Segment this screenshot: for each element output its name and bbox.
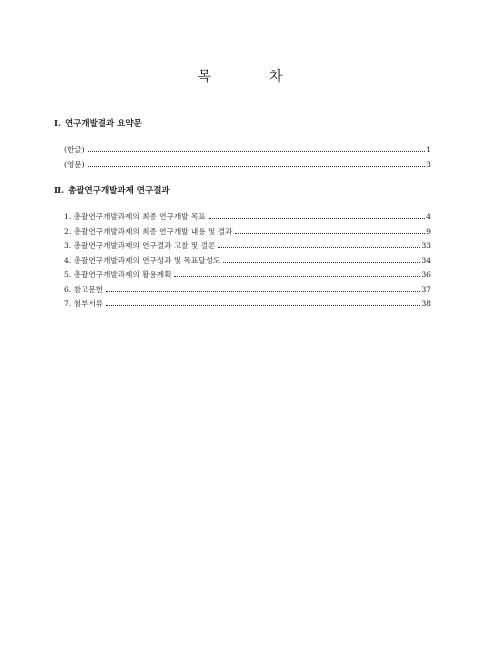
toc-entry[interactable] (64, 239, 431, 254)
toc-entry-label: (한글) (64, 145, 85, 154)
toc-entry-page: 34 (421, 255, 431, 265)
title-char-2: 차 (269, 69, 283, 85)
toc-entry[interactable] (64, 225, 431, 240)
section-number: Ⅰ. (54, 119, 61, 129)
toc-entry[interactable] (64, 283, 431, 298)
toc-entry-label: 4. 총괄연구개발과제의 연구성과 및 목표달성도 (64, 255, 221, 265)
page-title (0, 66, 480, 86)
leader-dots (218, 239, 420, 248)
leader-dots (235, 225, 425, 234)
toc-entry-page: 38 (421, 299, 431, 308)
leader-dots (106, 283, 420, 292)
toc-entry[interactable] (64, 268, 431, 283)
toc-entry-label: 3. 총괄연구개발과제의 연구결과 고찰 및 결론 (64, 241, 216, 250)
toc-entry[interactable] (64, 254, 431, 269)
section-heading-2 (54, 184, 170, 196)
section-heading-1 (54, 117, 142, 129)
toc-entry-label: 6. 참고문헌 (64, 284, 104, 294)
toc-entry-label: 1. 총괄연구개발과제의 최종 연구개발 목표 (64, 212, 206, 221)
leader-dots (88, 143, 426, 152)
toc-entry-page: 4 (426, 212, 431, 221)
toc-entry[interactable] (64, 210, 431, 225)
toc-entry[interactable] (64, 158, 431, 173)
leader-dots (174, 268, 420, 277)
section-2-entries (64, 210, 431, 312)
toc-entry-label: (영문) (64, 159, 85, 169)
leader-dots (223, 254, 420, 263)
toc-entry-page: 36 (421, 270, 431, 279)
toc-entry-label: 5. 총괄연구개발과제의 활용계획 (64, 270, 172, 279)
section-title: 연구개발결과 요약문 (64, 119, 142, 129)
toc-entry-label: 2. 총괄연구개발과제의 최종 연구개발 내용 및 결과 (64, 226, 233, 236)
section-title: 총괄연구개발과제 연구결과 (68, 186, 170, 196)
toc-entry-page: 33 (421, 241, 431, 250)
leader-dots (209, 210, 426, 219)
toc-entry-page: 9 (426, 226, 431, 236)
toc-entry-page: 1 (426, 145, 431, 154)
section-number: Ⅱ. (54, 186, 65, 196)
toc-entry-page: 37 (421, 284, 431, 294)
toc-entry[interactable] (64, 143, 431, 158)
leader-dots (106, 297, 420, 306)
toc-entry-label: 7. 첨부서류 (64, 299, 104, 308)
toc-entry[interactable] (64, 297, 431, 312)
title-char-1: 목 (197, 69, 211, 85)
section-1-entries (64, 143, 431, 172)
leader-dots (88, 158, 426, 167)
toc-entry-page: 3 (426, 159, 431, 169)
